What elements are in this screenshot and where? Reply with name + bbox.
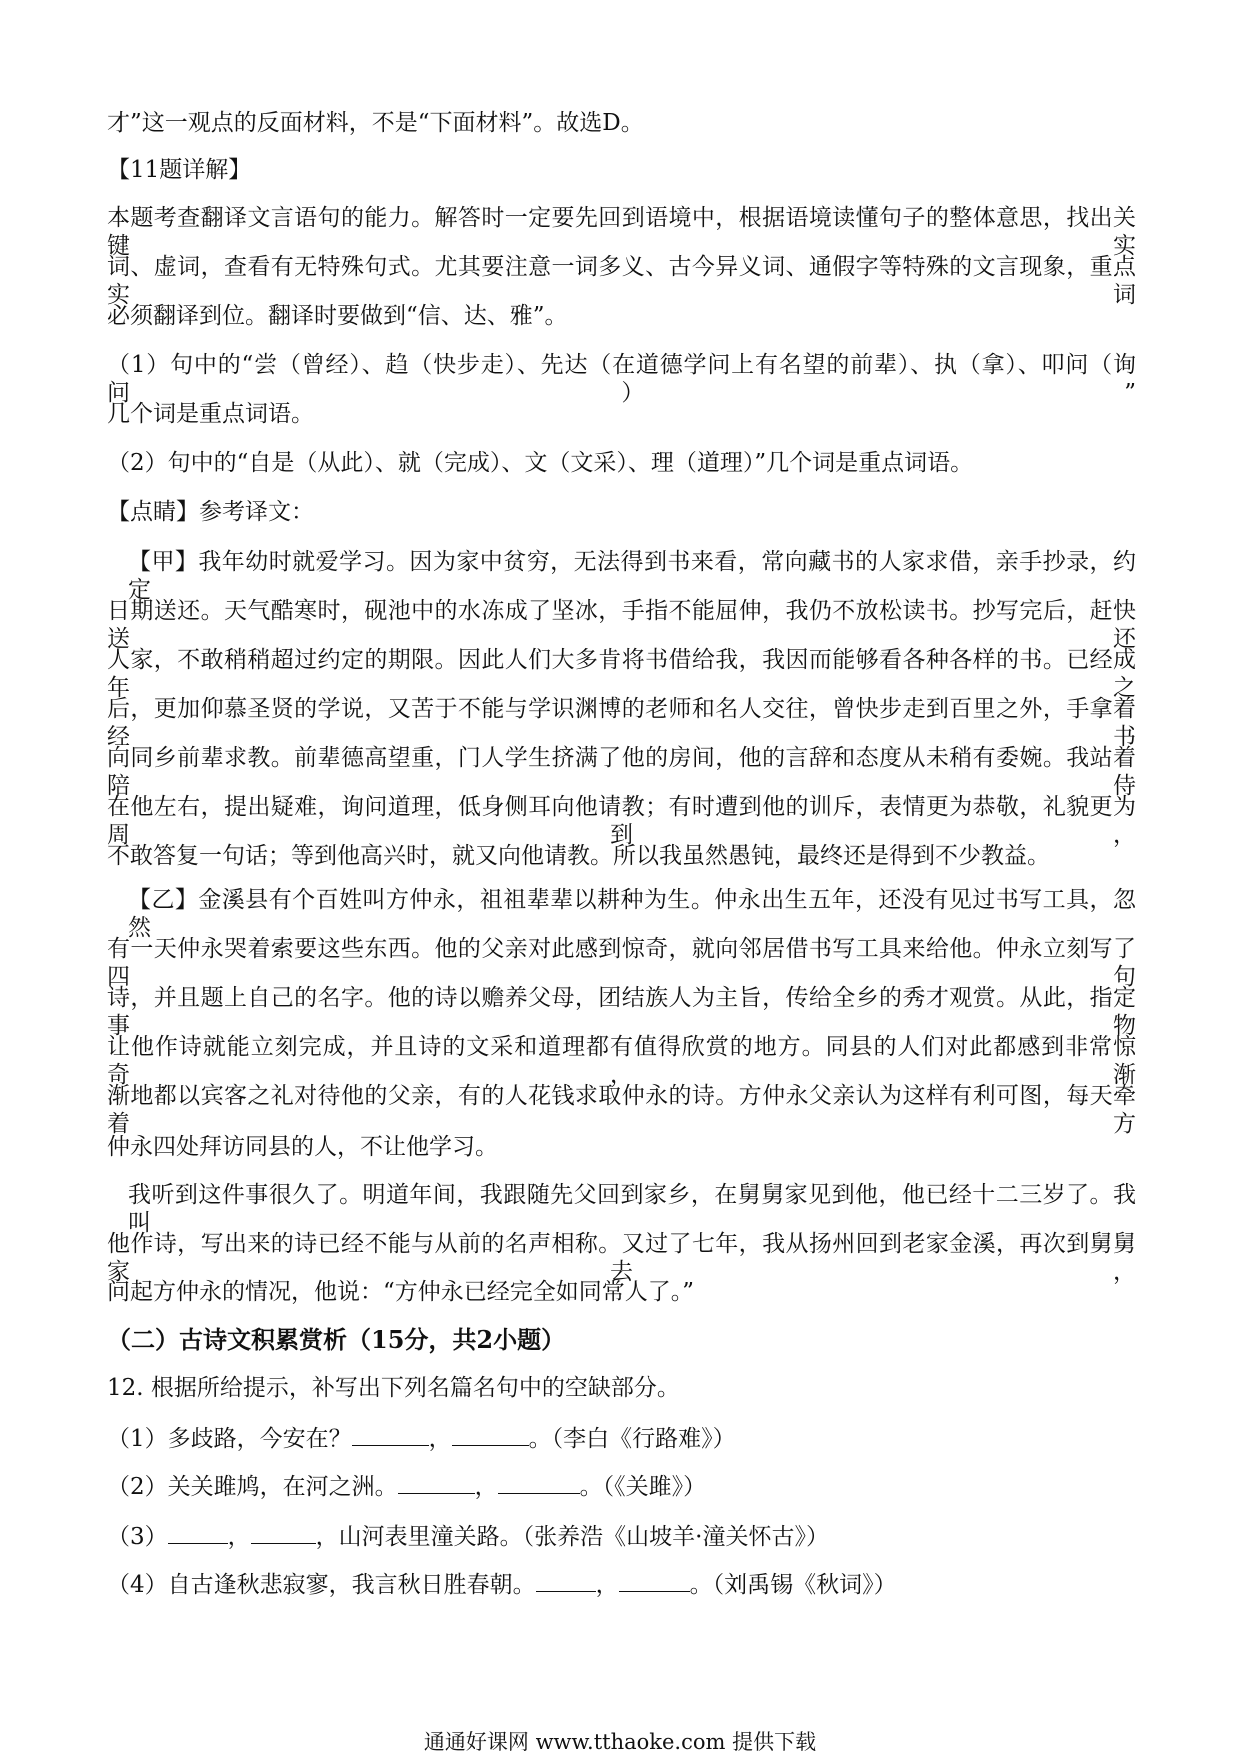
item-text: （1）多歧路，今安在？ <box>107 1426 352 1452</box>
item-separator: ， <box>428 1426 452 1452</box>
answer-blank[interactable] <box>619 1569 690 1592</box>
text-line: 日期送还。天气酷寒时，砚池中的水冻成了坚冰，手指不能屈伸，我仍不放松读书。抄写完后，赶快送还 <box>107 598 1136 652</box>
text-line: 让他作诗就能立刻完成，并且诗的文采和道理都有值得欣赏的地方。同县的人们对此都感到非常惊奇，渐 <box>107 1034 1136 1088</box>
text-line: 不敢答复一句话；等到他高兴时，就又向他请教。所以我虽然愚钝，最终还是得到不少教益。 <box>107 843 1050 869</box>
text-line: 几个词是重点词语。 <box>107 401 314 427</box>
text-line: 【甲】我年幼时就爱学习。因为家中贫穷，无法得到书来看，常向藏书的人家求借，亲手抄录，约定 <box>128 549 1136 603</box>
text-line: 【点睛】参考译文： <box>107 499 314 525</box>
answer-blank[interactable] <box>251 1521 316 1544</box>
text-line: 他作诗，写出来的诗已经不能与从前的名声相称。又过了七年，我从扬州回到老家金溪，再次到舅舅家去， <box>107 1231 1136 1285</box>
item-source: 。（李白《行路难》） <box>528 1426 736 1452</box>
text-line: 本题考查翻译文言语句的能力。解答时一定要先回到语境中，根据语境读懂句子的整体意思，找出关键实 <box>107 205 1136 259</box>
fill-item-1 <box>107 1423 1136 1453</box>
text-line: 词、虚词，查看有无特殊句式。尤其要注意一词多义、古今异义词、通假字等特殊的文言现象，重点实词 <box>107 254 1136 308</box>
fill-item-2 <box>107 1471 1136 1501</box>
fill-item-3 <box>107 1521 1136 1551</box>
text-line: 后，更加仰慕圣贤的学说，又苦于不能与学识渊博的老师和名人交往，曾快步走到百里之外，手拿着经书 <box>107 696 1136 750</box>
text-line: 在他左右，提出疑难，询问道理，低身侧耳向他请教；有时遭到他的训斥，表情更为恭敬，礼貌更为周到， <box>107 794 1136 848</box>
text-line: 【乙】金溪县有个百姓叫方仲永，祖祖辈辈以耕种为生。仲永出生五年，还没有见过书写工具，忽然 <box>128 887 1136 941</box>
text-line: 向同乡前辈求教。前辈德高望重，门人学生挤满了他的房间，他的言辞和态度从未稍有委婉。我站着陪侍 <box>107 745 1136 799</box>
text-line: 人家，不敢稍稍超过约定的期限。因此人们大多肯将书借给我，我因而能够看各种各样的书。已经成年之 <box>107 647 1136 701</box>
text-line: 诗，并且题上自己的名字。他的诗以赡养父母，团结族人为主旨，传给全乡的秀才观赏。从此，指定事物 <box>107 985 1136 1039</box>
text-line: 问起方仲永的情况，他说：“方仲永已经完全如同常人了。” <box>107 1279 695 1305</box>
item-text: （3） <box>107 1524 168 1550</box>
section-heading: （二）古诗文积累赏析（15分，共2小题） <box>107 1325 566 1354</box>
item-source: 。（《关雎》） <box>579 1474 707 1500</box>
answer-blank[interactable] <box>352 1423 429 1446</box>
question-12-prompt: 12. 根据所给提示，补写出下列名篇名句中的空缺部分。 <box>107 1375 680 1401</box>
text-line: 仲永四处拜访同县的人，不让他学习。 <box>107 1134 498 1160</box>
item-source: 。（刘禹锡《秋词》） <box>689 1572 897 1598</box>
item-separator: ， <box>595 1572 619 1598</box>
text-line: 才”这一观点的反面材料，不是“下面材料”。故选D。 <box>107 110 644 136</box>
item-separator: ， <box>227 1524 251 1550</box>
answer-blank[interactable] <box>168 1521 228 1544</box>
answer-blank[interactable] <box>398 1471 475 1494</box>
fill-item-4 <box>107 1569 1136 1599</box>
text-line: （2）句中的“自是（从此）、就（完成）、文（文采）、理（道理）”几个词是重点词语。 <box>107 450 974 476</box>
text-line: 有一天仲永哭着索要这些东西。他的父亲对此感到惊奇，就向邻居借书写工具来给他。仲永立刻写了四句 <box>107 936 1136 990</box>
item-separator: ， <box>474 1474 498 1500</box>
page-footer: 通通好课网 www.tthaoke.com 提供下载 <box>423 1730 817 1754</box>
answer-blank[interactable] <box>498 1471 580 1494</box>
answer-blank[interactable] <box>452 1423 529 1446</box>
item-source: ，山河表里潼关路。（张养浩《山坡羊·潼关怀古》） <box>315 1524 829 1550</box>
text-line: 【11题详解】 <box>107 157 252 183</box>
text-line: 我听到这件事很久了。明道年间，我跟随先父回到家乡，在舅舅家见到他，他已经十二三岁了。我叫 <box>128 1182 1136 1236</box>
text-line: 渐地都以宾客之礼对待他的父亲，有的人花钱求取仲永的诗。方仲永父亲认为这样有利可图，每天牵着方 <box>107 1083 1136 1137</box>
answer-blank[interactable] <box>536 1569 596 1592</box>
item-text: （4）自古逢秋悲寂寥，我言秋日胜春朝。 <box>107 1572 536 1598</box>
item-text: （2）关关雎鸠，在河之洲。 <box>107 1474 398 1500</box>
text-line: （1）句中的“尝（曾经）、趋（快步走）、先达（在道德学问上有名望的前辈）、执（拿）、叩问（询问）” <box>107 352 1136 406</box>
text-line: 必须翻译到位。翻译时要做到“信、达、雅”。 <box>107 303 568 329</box>
